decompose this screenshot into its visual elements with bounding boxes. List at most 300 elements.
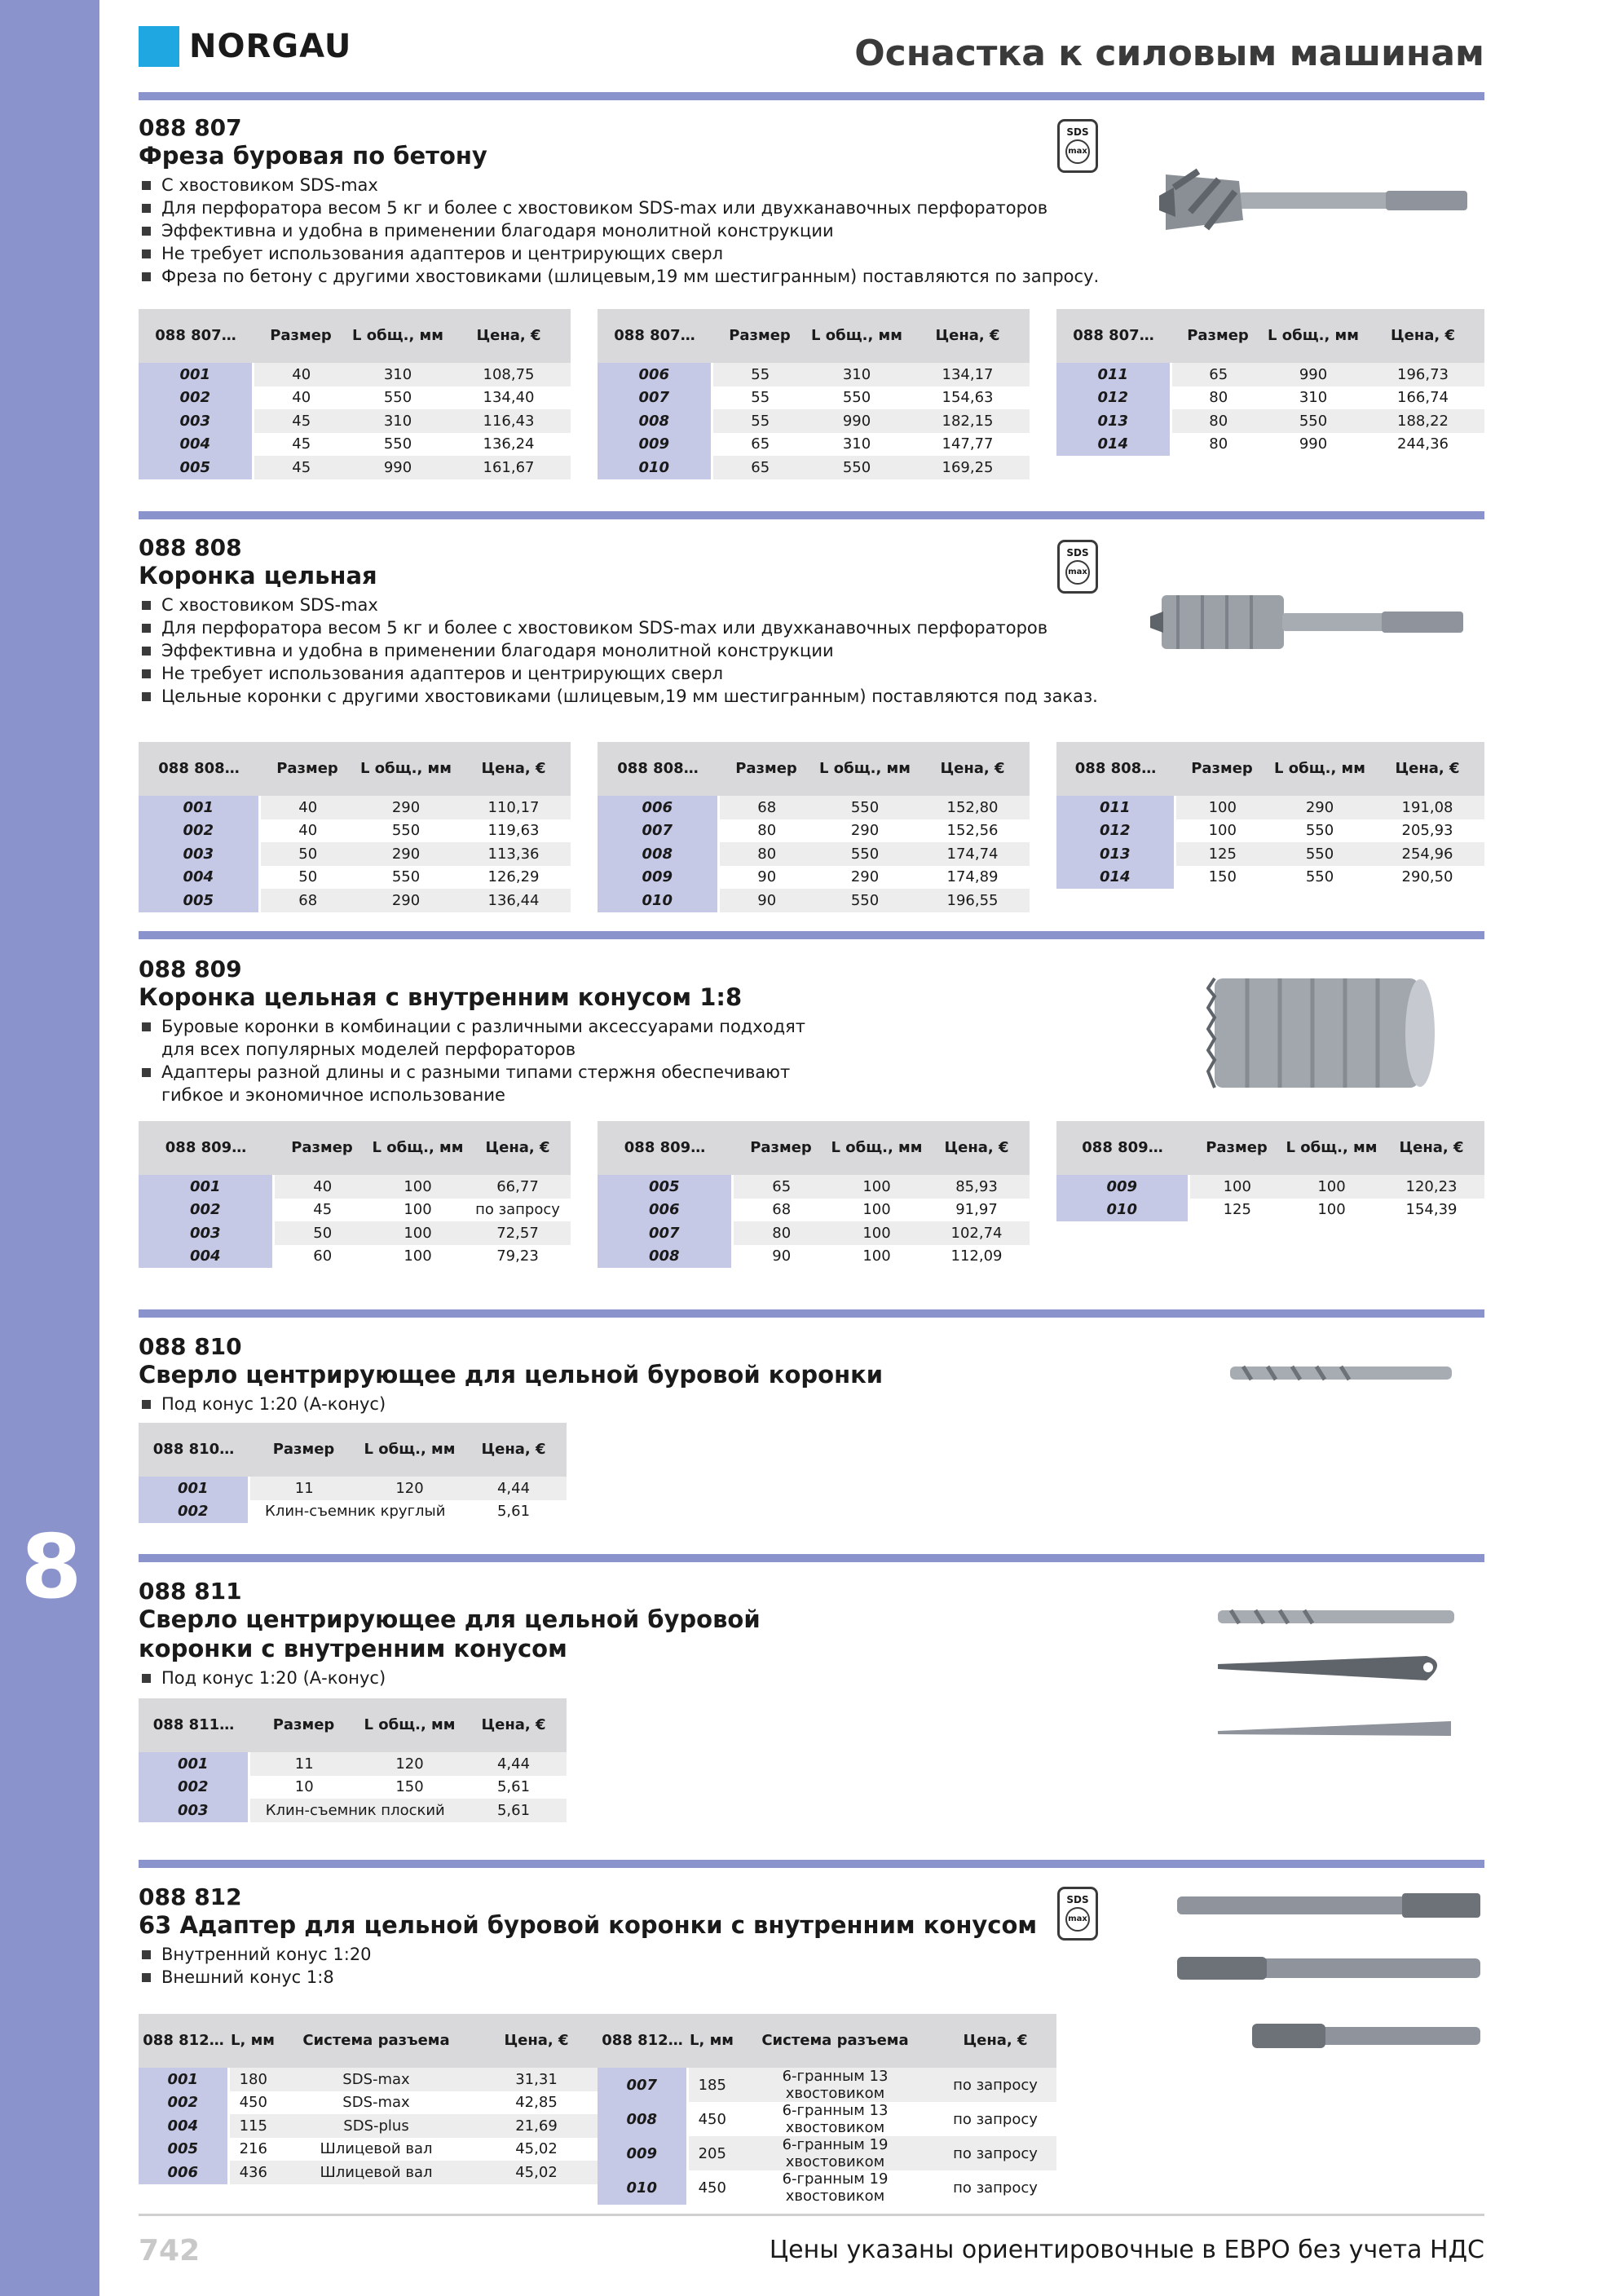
price-table [598, 309, 1030, 479]
table-row [1056, 866, 1484, 890]
table-cell: по запросу [953, 2110, 1038, 2128]
table-header-cell: Размер [253, 309, 349, 363]
table-cell: 310 [1299, 389, 1328, 407]
table-cell: 4,44 [461, 1752, 567, 1776]
product-code: 088 809 [139, 956, 242, 982]
product-code: 088 811 [139, 1578, 242, 1605]
table-cell: Клин-съемник круглый [265, 1503, 446, 1521]
table-row [139, 1799, 567, 1822]
table-row [139, 386, 571, 410]
table-row [598, 2170, 1056, 2205]
table-cell: 80 [718, 842, 814, 866]
table-cell: 152,80 [915, 796, 1030, 819]
article-code-cell: 001 [139, 363, 253, 386]
table-row [598, 456, 1030, 479]
table-cell: 100 [830, 1221, 924, 1245]
table-row [139, 2161, 598, 2184]
table-row [598, 1221, 1030, 1245]
table-cell: 136,24 [483, 435, 535, 453]
table-cell: 161,67 [447, 456, 571, 479]
table-cell: 65 [712, 456, 808, 479]
article-code-cell: 009 [598, 866, 718, 890]
table-cell: 205,93 [1401, 822, 1453, 840]
concrete-cutter-image [1149, 163, 1471, 245]
table-cell: 102,74 [924, 1221, 1030, 1245]
table-header-cell: Цена, € [924, 1121, 1030, 1175]
table-cell: 120 [359, 1477, 461, 1500]
table-header-row [598, 742, 1030, 796]
table-cell: 100 [404, 1247, 432, 1265]
table-cell: 100 [862, 1201, 891, 1219]
sds-icon-label: max [1065, 1907, 1090, 1932]
table-cell: SDS-plus [277, 2114, 475, 2138]
table-cell: 112,09 [950, 1247, 1003, 1265]
table-header-cell: L общ., мм [371, 1121, 465, 1175]
table-row [1056, 1175, 1484, 1199]
table-row [139, 456, 571, 479]
article-code-cell: 012 [1056, 819, 1175, 843]
table-cell: 5,61 [496, 1778, 531, 1796]
table-cell: 550 [1305, 868, 1334, 886]
article-code-cell: 013 [1056, 842, 1175, 866]
table-cell: по запросу [475, 1201, 560, 1219]
table-cell: Шлицевой вал [277, 2161, 475, 2184]
page-number: 742 [139, 2234, 201, 2267]
centering-drill-image [1227, 1360, 1455, 1386]
table-header-cell: Размер [249, 1423, 359, 1477]
table-header-row [139, 1698, 567, 1752]
price-table [139, 1423, 567, 1523]
table-header-cell: 088 812… [598, 2014, 687, 2068]
article-code-cell: 012 [1056, 386, 1171, 410]
table-header-cell: L общ., мм [349, 309, 447, 363]
article-code-cell: 001 [139, 1752, 249, 1776]
table-cell: 100 [1189, 1175, 1285, 1199]
table-cell: 290 [355, 889, 456, 912]
table-header-cell: Цена, € [934, 2014, 1056, 2068]
table-header-cell: L общ., мм [1265, 309, 1361, 363]
article-code-cell: 009 [598, 433, 712, 457]
table-row [139, 2138, 598, 2161]
feature-item: Адаптеры разной длины и с разными типами стержня обеспечивают гибкое и экономичное использование [139, 1061, 807, 1106]
table-header-cell: 088 807… [139, 309, 253, 363]
feature-item: Под конус 1:20 (А-конус) [139, 1393, 1484, 1415]
feature-item: Фреза по бетону с другими хвостовиками (шлицевым,19 мм шестигранным) поставляются по запросу. [139, 265, 1484, 288]
table-cell: 169,25 [906, 456, 1030, 479]
table-cell: 191,08 [1370, 796, 1484, 819]
page-title: Оснастка к силовым машинам [854, 33, 1484, 74]
table-cell: 154,39 [1405, 1201, 1458, 1219]
table-cell: 80 [1209, 389, 1228, 407]
table-header-row [139, 2014, 598, 2068]
table-cell: 6-гранным 13 хвостовиком [782, 2102, 889, 2136]
table-header-cell: Размер [259, 742, 355, 796]
price-table [139, 742, 571, 912]
table-row [1056, 433, 1484, 457]
table-row [598, 2136, 1056, 2170]
table-header-cell: Размер [1175, 742, 1269, 796]
table-cell: 55 [712, 363, 808, 386]
table-header-cell: Система разъема [277, 2014, 475, 2068]
article-code-cell: 002 [139, 1776, 249, 1799]
table-cell: 550 [391, 868, 421, 886]
table-header-cell: Размер [273, 1121, 371, 1175]
table-row [139, 1221, 571, 1245]
table-row [139, 1245, 571, 1269]
table-cell: 45,02 [515, 2140, 558, 2158]
article-code-cell: 003 [139, 409, 253, 433]
brand-name: NORGAU [189, 28, 352, 65]
table-cell: 134,17 [906, 363, 1030, 386]
table-header-cell: Размер [718, 742, 814, 796]
table-header-cell: L, мм [687, 2014, 736, 2068]
article-code-cell: 007 [598, 2068, 687, 2102]
article-code-cell: 007 [598, 819, 718, 843]
table-cell: 550 [391, 822, 421, 840]
article-code-cell: 002 [139, 1500, 249, 1524]
table-header-cell: 088 810… [139, 1423, 249, 1477]
table-row [1056, 409, 1484, 433]
article-code-cell: 002 [139, 1199, 273, 1222]
table-row [598, 796, 1030, 819]
table-cell: 196,55 [915, 889, 1030, 912]
table-header-row [139, 1423, 567, 1477]
table-cell: 113,36 [456, 842, 571, 866]
price-table [598, 1121, 1030, 1268]
table-cell: 72,57 [465, 1221, 571, 1245]
article-code-cell: 011 [1056, 796, 1175, 819]
sds-max-icon [1057, 1887, 1098, 1941]
table-cell: 85,93 [924, 1175, 1030, 1199]
table-header-row [139, 1121, 571, 1175]
table-cell: 310 [349, 409, 447, 433]
table-cell: 550 [842, 389, 871, 407]
article-code-cell: 004 [139, 866, 259, 890]
table-cell: 55 [712, 409, 808, 433]
table-cell: 550 [383, 389, 412, 407]
table-cell: 6-гранным 13 хвостовиком [736, 2068, 934, 2102]
article-code-cell: 014 [1056, 866, 1175, 890]
table-header-cell: 088 808… [1056, 742, 1175, 796]
table-cell: по запросу [953, 2179, 1038, 2197]
table-row [598, 2102, 1056, 2136]
table-cell: по запросу [934, 2068, 1056, 2102]
table-row [139, 866, 571, 890]
price-table [598, 2014, 1056, 2205]
table-row [139, 1477, 567, 1500]
table-cell: 90 [772, 1247, 792, 1265]
table-header-cell: 088 808… [139, 742, 259, 796]
table-cell: 188,22 [1361, 409, 1484, 433]
article-code-cell: 006 [139, 2161, 228, 2184]
table-cell: Клин-съемник плоский [249, 1799, 461, 1822]
table-header-cell: Цена, € [456, 742, 571, 796]
table-cell: 120 [359, 1752, 461, 1776]
table-cell: 166,74 [1397, 389, 1449, 407]
table-cell: 68 [718, 796, 814, 819]
product-code: 088 810 [139, 1333, 242, 1360]
feature-item: С хвостовиком SDS-max [139, 594, 1484, 616]
article-code-cell: 002 [139, 386, 253, 410]
table-cell: 42,85 [515, 2094, 558, 2112]
table-cell: 134,40 [483, 389, 535, 407]
table-cell: 290 [1269, 796, 1370, 819]
table-cell: 290 [850, 822, 880, 840]
table-cell: 108,75 [447, 363, 571, 386]
logo-square-icon [139, 26, 179, 67]
table-header-cell: L общ., мм [359, 1698, 461, 1752]
article-code-cell: 014 [1056, 433, 1171, 457]
table-cell: 100 [371, 1175, 465, 1199]
article-code-cell: 011 [1056, 363, 1171, 386]
table-cell: 66,77 [465, 1175, 571, 1199]
table-header-cell: 088 809… [598, 1121, 732, 1175]
table-cell: 60 [313, 1247, 333, 1265]
table-cell: SDS-max [342, 2094, 410, 2112]
table-cell: 550 [1269, 842, 1370, 866]
table-header-cell: 088 809… [1056, 1121, 1189, 1175]
table-header-cell: L общ., мм [355, 742, 456, 796]
table-cell: 50 [259, 842, 355, 866]
table-header-cell: Цена, € [1361, 309, 1484, 363]
table-row [1056, 842, 1484, 866]
chapter-side-bar [0, 0, 99, 2296]
table-row [139, 1776, 567, 1799]
table-cell: 11 [249, 1752, 359, 1776]
centering-drill-wedge-image [1215, 1602, 1459, 1753]
table-row [598, 2068, 1056, 2102]
feature-list [139, 1015, 807, 1106]
table-cell: 244,36 [1397, 435, 1449, 453]
table-cell: 182,15 [906, 409, 1030, 433]
table-cell: 4,44 [461, 1477, 567, 1500]
feature-item: Эффективна и удобна в применении благодаря монолитной конструкции [139, 219, 1484, 242]
table-cell: 110,17 [456, 796, 571, 819]
table-row [598, 386, 1030, 410]
table-cell: 31,31 [475, 2068, 598, 2091]
sds-max-icon [1057, 119, 1098, 173]
table-cell: 550 [808, 456, 906, 479]
table-cell: 119,63 [487, 822, 540, 840]
article-code-cell: 010 [598, 2170, 687, 2205]
table-cell: 290 [355, 842, 456, 866]
table-cell: 65 [1171, 363, 1265, 386]
table-header-row [139, 742, 571, 796]
article-code-cell: 010 [1056, 1199, 1189, 1222]
table-row [598, 409, 1030, 433]
table-header-cell: Цена, € [906, 309, 1030, 363]
table-row [139, 2068, 598, 2091]
table-cell: 40 [253, 363, 349, 386]
table-cell: 152,56 [946, 822, 999, 840]
table-cell: 550 [814, 842, 915, 866]
table-cell: 68 [259, 889, 355, 912]
product-code: 088 812 [139, 1883, 242, 1910]
table-row [598, 433, 1030, 457]
price-table [1056, 1121, 1484, 1221]
table-header-cell: L общ., мм [1269, 742, 1370, 796]
table-cell: 990 [349, 456, 447, 479]
table-header-cell: 088 812… [139, 2014, 228, 2068]
table-cell: 68 [772, 1201, 792, 1219]
table-header-cell: L общ., мм [808, 309, 906, 363]
table-cell: 90 [718, 889, 814, 912]
brand-logo [139, 26, 351, 67]
article-code-cell: 008 [598, 2102, 687, 2136]
feature-item: Внутренний конус 1:20 [139, 1943, 1484, 1966]
feature-item: Буровые коронки в комбинации с различными аксессуарами подходят для всех популярных моделей перфораторов [139, 1015, 807, 1061]
sds-icon-label: SDS [1066, 1894, 1089, 1905]
table-cell: 80 [757, 822, 777, 840]
table-header-cell: L, мм [228, 2014, 277, 2068]
table-cell: 290,50 [1401, 868, 1453, 886]
table-header-cell: L общ., мм [830, 1121, 924, 1175]
table-cell: 80 [732, 1221, 830, 1245]
table-cell: 45,02 [475, 2161, 598, 2184]
article-code-cell: 006 [598, 796, 718, 819]
sds-icon-label: SDS [1066, 547, 1089, 559]
product-name: Сверло центрирующее для цельной буровой коронки [139, 1361, 884, 1389]
table-cell: 436 [228, 2161, 277, 2184]
table-cell: 150 [395, 1778, 424, 1796]
table-header-cell: 088 807… [1056, 309, 1171, 363]
table-row [139, 2091, 598, 2115]
table-row [139, 1752, 567, 1776]
table-cell: 196,73 [1361, 363, 1484, 386]
table-cell: 80 [1209, 435, 1228, 453]
article-code-cell: 001 [139, 796, 259, 819]
sds-max-icon [1057, 540, 1098, 594]
table-header-cell: Цена, € [447, 309, 571, 363]
article-code-cell: 010 [598, 456, 712, 479]
feature-item: Не требует использования адаптеров и центрирующих сверл [139, 242, 1484, 265]
table-cell: 65 [732, 1175, 830, 1199]
table-header-cell: Цена, € [465, 1121, 571, 1175]
table-cell: 550 [1305, 822, 1334, 840]
table-cell: 450 [698, 2110, 726, 2128]
article-code-cell: 008 [598, 842, 718, 866]
core-bit-cone-image [1206, 972, 1439, 1094]
table-cell: 45 [292, 435, 311, 453]
article-code-cell: 005 [139, 2138, 228, 2161]
feature-item: Для перфоратора весом 5 кг и более с хвостовиком SDS-max или двухканавочных перфораторов [139, 616, 1484, 639]
table-cell: 450 [698, 2179, 726, 2197]
table-cell: 100 [1285, 1175, 1378, 1199]
feature-item: Эффективна и удобна в применении благодаря монолитной конструкции [139, 639, 1484, 662]
table-cell: 10 [294, 1778, 314, 1796]
table-cell: 310 [349, 363, 447, 386]
article-code-cell: 007 [598, 1221, 732, 1245]
table-row [598, 363, 1030, 386]
section-divider [139, 1860, 1484, 1868]
table-row [139, 1175, 571, 1199]
article-code-cell: 003 [139, 1221, 273, 1245]
price-table [139, 1121, 571, 1268]
table-cell: 205 [687, 2136, 736, 2170]
table-cell: 126,29 [487, 868, 540, 886]
table-cell: 100 [830, 1175, 924, 1199]
table-row [139, 433, 571, 457]
product-code: 088 807 [139, 114, 242, 141]
table-cell: 40 [298, 822, 318, 840]
price-table [598, 742, 1030, 912]
table-header-cell: 088 808… [598, 742, 718, 796]
table-row [139, 409, 571, 433]
table-row [1056, 363, 1484, 386]
table-row [139, 2114, 598, 2138]
table-cell: 91,97 [955, 1201, 998, 1219]
table-header-row [139, 309, 571, 363]
side-bar-gap [99, 0, 108, 2296]
article-code-cell: 005 [598, 1175, 732, 1199]
table-header-cell: Система разъема [736, 2014, 934, 2068]
article-code-cell: 001 [139, 1477, 249, 1500]
table-cell: 40 [292, 389, 311, 407]
feature-item: Внешний конус 1:8 [139, 1966, 1484, 1989]
table-header-cell: Цена, € [915, 742, 1030, 796]
article-code-cell: 004 [139, 1245, 273, 1269]
table-cell: 174,74 [915, 842, 1030, 866]
table-header-cell: Размер [1171, 309, 1265, 363]
table-header-cell: 088 809… [139, 1121, 273, 1175]
table-row [598, 889, 1030, 912]
table-header-cell: Цена, € [1378, 1121, 1484, 1175]
section-divider [139, 92, 1484, 100]
table-row [598, 866, 1030, 890]
table-row [139, 889, 571, 912]
table-cell: 550 [383, 435, 412, 453]
article-code-cell: 010 [598, 889, 718, 912]
price-table [1056, 309, 1484, 456]
table-cell: 990 [808, 409, 906, 433]
table-cell: 185 [687, 2068, 736, 2102]
sds-icon-label: SDS [1066, 126, 1089, 138]
table-row [139, 1500, 567, 1524]
product-name: Фреза буровая по бетону [139, 142, 487, 170]
table-cell: 990 [1265, 363, 1361, 386]
table-cell: 180 [228, 2068, 277, 2091]
table-header-cell: 088 811… [139, 1698, 249, 1752]
table-cell: 310 [842, 435, 871, 453]
table-header-row [1056, 742, 1484, 796]
table-cell: 290 [850, 868, 880, 886]
article-code-cell: 002 [139, 2091, 228, 2115]
section-divider [139, 1309, 1484, 1318]
table-header-cell: 088 807… [598, 309, 712, 363]
table-cell: 50 [273, 1221, 371, 1245]
table-header-cell: L общ., мм [359, 1423, 461, 1477]
table-cell: 100 [404, 1201, 432, 1219]
article-code-cell: 009 [1056, 1175, 1189, 1199]
table-cell: 6-гранным 19 хвостовиком [782, 2170, 889, 2205]
article-code-cell: 007 [598, 386, 712, 410]
price-table [139, 1698, 567, 1822]
section-divider [139, 1554, 1484, 1562]
table-row [598, 1199, 1030, 1222]
table-header-cell: L общ., мм [814, 742, 915, 796]
article-code-cell: 004 [139, 2114, 228, 2138]
article-code-cell: 009 [598, 2136, 687, 2170]
article-code-cell: 005 [139, 889, 259, 912]
product-name: 63 Адаптер для цельной буровой коронки с внутренним конусом [139, 1911, 1038, 1939]
price-table [139, 309, 571, 479]
product-name: Коронка цельная с внутренним конусом 1:8 [139, 983, 743, 1011]
table-header-row [598, 2014, 1056, 2068]
table-row [598, 819, 1030, 843]
table-row [139, 1199, 571, 1222]
table-cell: 79,23 [496, 1247, 539, 1265]
chapter-number: 8 [20, 1517, 82, 1618]
